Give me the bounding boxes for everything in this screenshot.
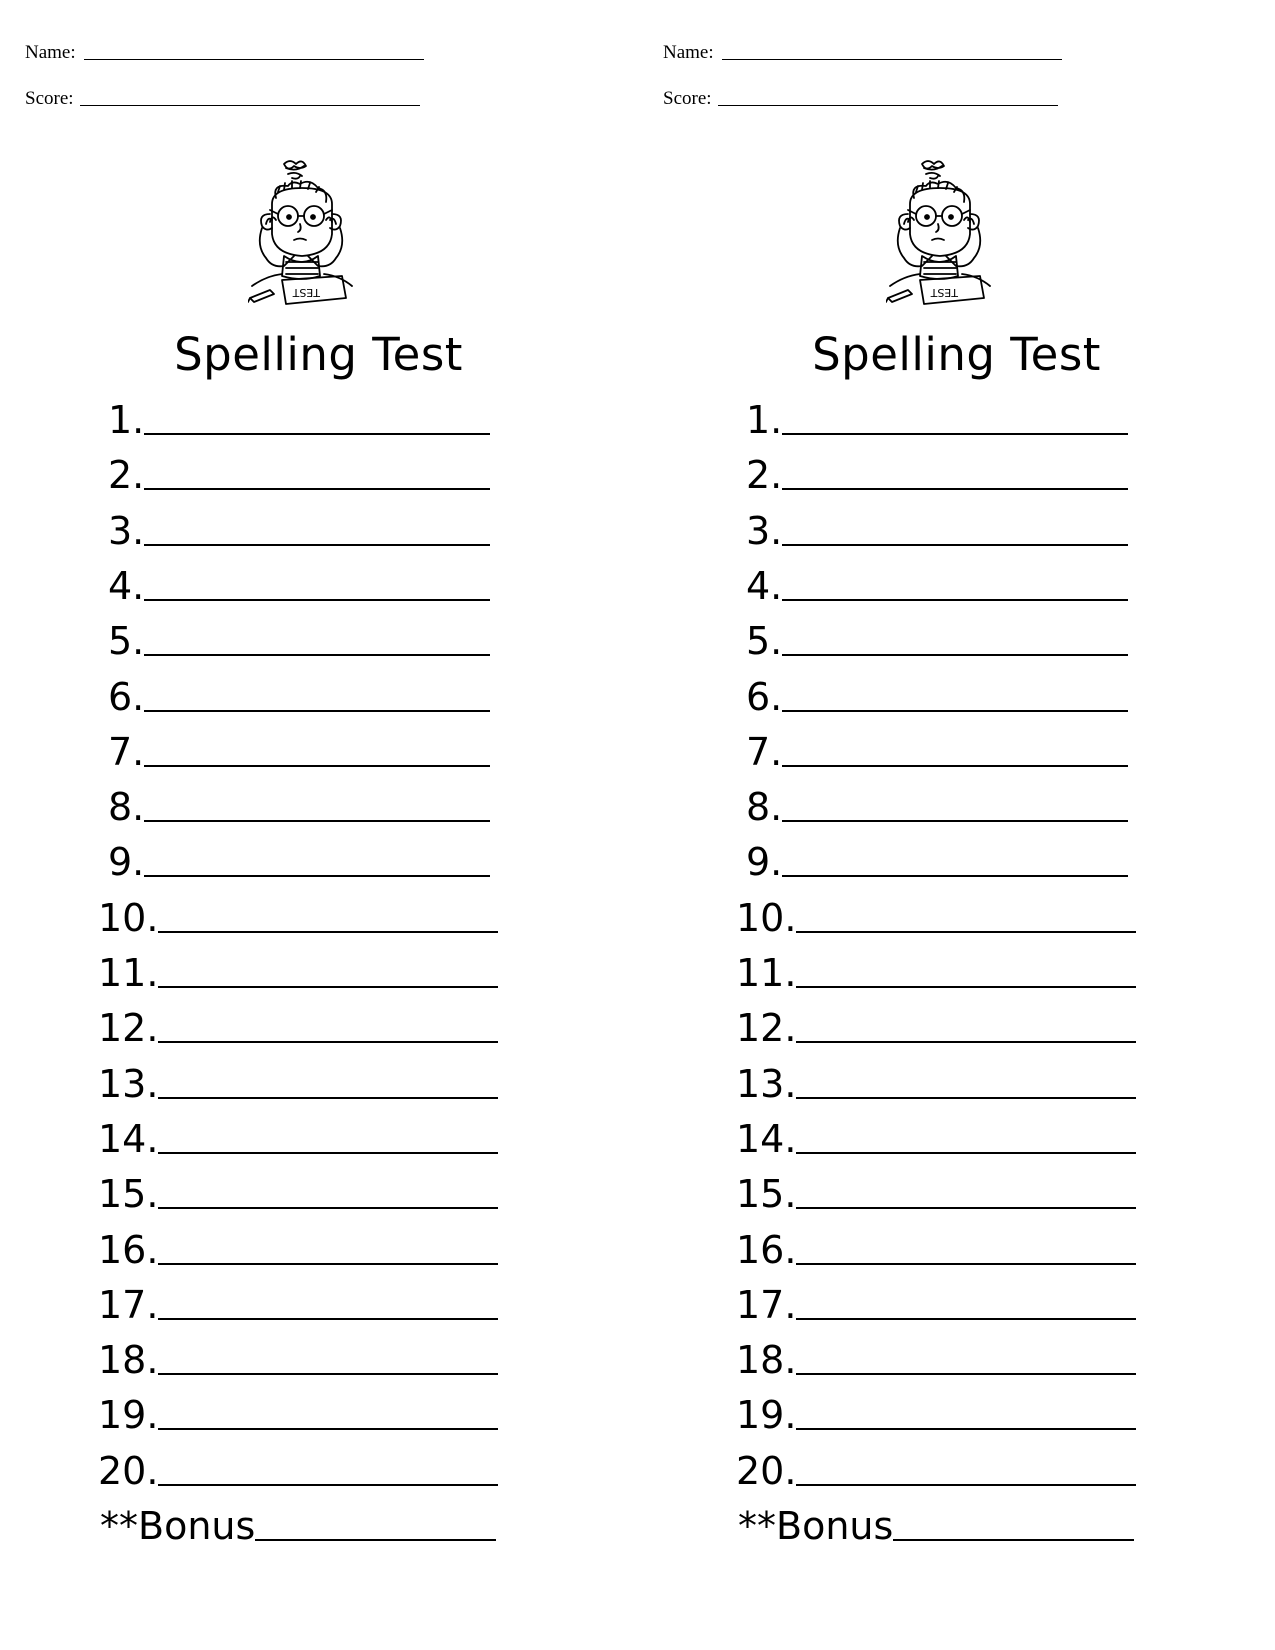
item-number: 7. — [746, 729, 783, 774]
score-blank — [80, 104, 420, 106]
answer-row — [736, 1000, 1136, 1050]
answer-blank[interactable] — [158, 985, 498, 988]
item-number: 6. — [746, 674, 783, 719]
answer-row — [736, 1111, 1136, 1161]
item-number: 11. — [98, 951, 159, 995]
answer-blank[interactable] — [158, 1372, 498, 1375]
answer-blank[interactable] — [782, 709, 1128, 712]
answer-blank[interactable] — [158, 1151, 498, 1154]
answer-blank[interactable] — [782, 543, 1128, 546]
item-number: 9. — [746, 840, 783, 885]
item-number: 12. — [736, 1006, 797, 1051]
answer-row — [746, 392, 1128, 442]
name-blank — [84, 58, 424, 60]
answer-blank[interactable] — [158, 1427, 498, 1430]
answer-row — [98, 1222, 498, 1272]
answer-blank[interactable] — [796, 1040, 1136, 1043]
answer-row — [108, 779, 490, 829]
answer-row — [736, 945, 1136, 995]
answer-blank[interactable] — [782, 432, 1128, 435]
spelling-sheet-right — [638, 0, 1275, 1650]
item-number: 9. — [108, 840, 145, 885]
answer-row — [98, 1387, 498, 1437]
item-number: 5. — [108, 619, 145, 664]
answer-row — [108, 392, 490, 442]
answer-blank[interactable] — [796, 1427, 1136, 1430]
answer-row — [736, 1387, 1136, 1437]
answer-blank[interactable] — [796, 930, 1136, 933]
bonus-answer-blank[interactable] — [255, 1538, 496, 1541]
answer-row — [736, 1166, 1136, 1216]
answer-blank[interactable] — [782, 874, 1128, 877]
thinking-student-illustration — [886, 158, 1004, 320]
item-number: 1. — [746, 398, 783, 442]
item-number: 20. — [736, 1448, 797, 1493]
name-label: Name: — [663, 42, 714, 63]
answer-blank[interactable] — [144, 487, 490, 490]
answer-row — [108, 447, 490, 497]
item-number: 15. — [98, 1172, 159, 1217]
answer-blank[interactable] — [158, 1040, 498, 1043]
item-number: 1. — [108, 398, 145, 442]
name-row — [25, 42, 424, 64]
answer-blank[interactable] — [796, 1262, 1136, 1265]
item-number: 5. — [746, 619, 783, 664]
thinking-student-illustration — [248, 158, 366, 320]
answer-row — [108, 724, 490, 774]
answer-row — [98, 890, 498, 940]
answer-row — [98, 1000, 498, 1050]
answer-blank[interactable] — [144, 543, 490, 546]
answer-blank[interactable] — [158, 1206, 498, 1209]
answer-blank[interactable] — [796, 1151, 1136, 1154]
answer-blank[interactable] — [782, 764, 1128, 767]
item-number: 3. — [746, 508, 783, 553]
answer-blank[interactable] — [782, 487, 1128, 490]
answer-row — [98, 1443, 498, 1493]
spelling-sheet-left — [0, 0, 637, 1650]
item-number: 13. — [98, 1061, 159, 1106]
item-number: 8. — [746, 785, 783, 830]
item-number: 13. — [736, 1061, 797, 1106]
answer-blank[interactable] — [144, 764, 490, 767]
answer-row — [108, 503, 490, 553]
spelling-test-title: Spelling Test — [174, 328, 463, 381]
answer-row — [736, 1222, 1136, 1272]
bonus-label: **Bonus — [100, 1504, 256, 1548]
score-row — [25, 88, 420, 110]
answer-blank[interactable] — [158, 930, 498, 933]
answer-blank[interactable] — [796, 985, 1136, 988]
item-number: 20. — [98, 1448, 159, 1493]
answer-blank[interactable] — [158, 1262, 498, 1265]
answer-blank[interactable] — [796, 1372, 1136, 1375]
answer-row — [746, 613, 1128, 663]
answer-row — [746, 834, 1128, 884]
answer-row — [746, 779, 1128, 829]
answer-row — [736, 1056, 1136, 1106]
answer-row — [736, 1277, 1136, 1327]
answer-row — [108, 834, 490, 884]
bonus-answer-blank[interactable] — [893, 1538, 1134, 1541]
item-number: 14. — [736, 1116, 797, 1161]
answer-row — [98, 1111, 498, 1161]
item-number: 11. — [736, 951, 797, 995]
answer-blank[interactable] — [796, 1317, 1136, 1320]
answer-blank[interactable] — [796, 1096, 1136, 1099]
item-number: 10. — [98, 895, 159, 940]
item-number: 17. — [98, 1282, 159, 1327]
item-number: 15. — [736, 1172, 797, 1217]
name-blank — [722, 58, 1062, 60]
item-number: 2. — [746, 453, 783, 498]
answer-blank[interactable] — [144, 653, 490, 656]
answer-row — [736, 1443, 1136, 1493]
item-number: 18. — [98, 1338, 159, 1383]
item-number: 7. — [108, 729, 145, 774]
answer-row — [736, 890, 1136, 940]
bonus-row — [100, 1498, 496, 1548]
answer-blank[interactable] — [144, 598, 490, 601]
item-number: 14. — [98, 1116, 159, 1161]
item-number: 16. — [98, 1227, 159, 1272]
svg-text:TEST: TEST — [292, 286, 320, 299]
item-number: 19. — [98, 1393, 159, 1438]
answer-row — [746, 724, 1128, 774]
svg-text:TEST: TEST — [930, 286, 958, 299]
answer-blank[interactable] — [158, 1317, 498, 1320]
answer-blank[interactable] — [144, 819, 490, 822]
item-number: 18. — [736, 1338, 797, 1383]
item-number: 12. — [98, 1006, 159, 1051]
item-number: 3. — [108, 508, 145, 553]
item-number: 10. — [736, 895, 797, 940]
item-number: 16. — [736, 1227, 797, 1272]
answer-blank[interactable] — [796, 1206, 1136, 1209]
answer-blank[interactable] — [796, 1483, 1136, 1486]
name-row — [663, 42, 1062, 64]
answer-row — [108, 669, 490, 719]
answer-row — [108, 558, 490, 608]
score-label: Score: — [25, 88, 74, 109]
answer-blank[interactable] — [158, 1096, 498, 1099]
answer-row — [746, 503, 1128, 553]
score-blank — [718, 104, 1058, 106]
answer-blank[interactable] — [144, 709, 490, 712]
score-label: Score: — [663, 88, 712, 109]
answer-row — [108, 613, 490, 663]
item-number: 17. — [736, 1282, 797, 1327]
item-number: 8. — [108, 785, 145, 830]
item-number: 4. — [108, 563, 145, 608]
answer-row — [98, 945, 498, 995]
answer-blank[interactable] — [782, 598, 1128, 601]
answer-row — [98, 1166, 498, 1216]
answer-row — [746, 558, 1128, 608]
answer-blank[interactable] — [782, 819, 1128, 822]
answer-row — [98, 1277, 498, 1327]
answer-row — [98, 1056, 498, 1106]
item-number: 4. — [746, 563, 783, 608]
name-label: Name: — [25, 42, 76, 63]
item-number: 19. — [736, 1393, 797, 1438]
answer-row — [98, 1332, 498, 1382]
bonus-label: **Bonus — [738, 1504, 894, 1548]
answer-row — [736, 1332, 1136, 1382]
answer-blank[interactable] — [144, 432, 490, 435]
bonus-row — [738, 1498, 1134, 1548]
item-number: 6. — [108, 674, 145, 719]
spelling-test-title: Spelling Test — [812, 328, 1101, 381]
answer-blank[interactable] — [144, 874, 490, 877]
score-row — [663, 88, 1058, 110]
answer-row — [746, 447, 1128, 497]
item-number: 2. — [108, 453, 145, 498]
answer-blank[interactable] — [782, 653, 1128, 656]
answer-blank[interactable] — [158, 1483, 498, 1486]
answer-row — [746, 669, 1128, 719]
